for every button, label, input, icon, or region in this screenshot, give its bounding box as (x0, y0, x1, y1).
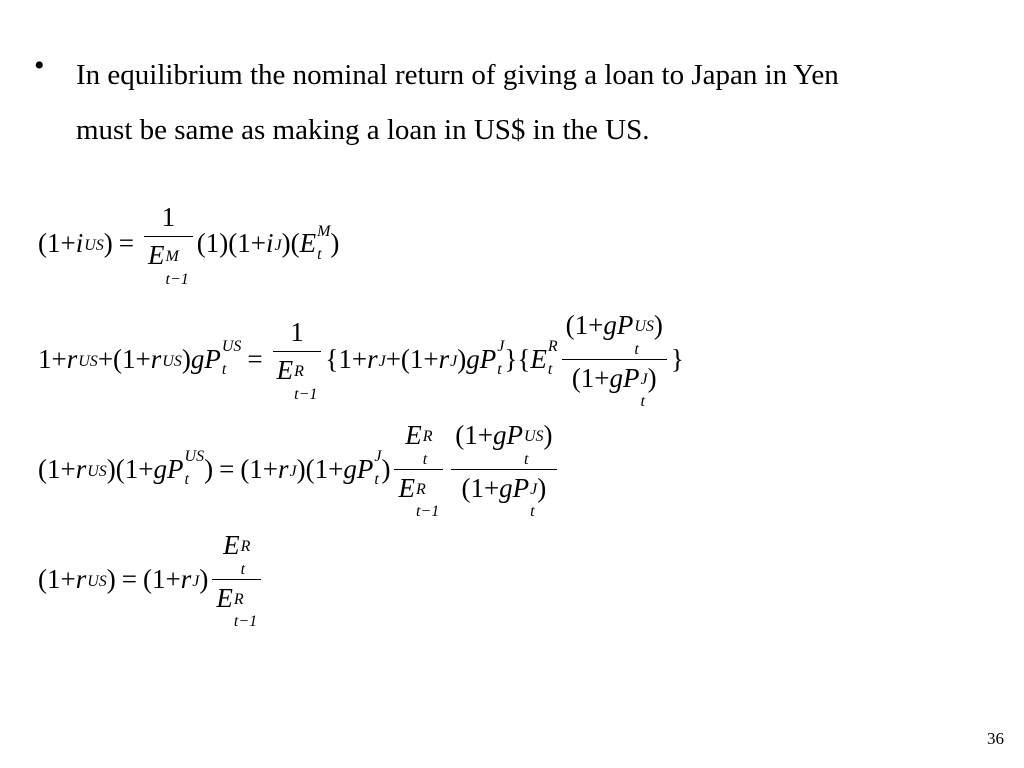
bullet-line-2: must be same as making a loan in US$ in the US. (76, 114, 650, 146)
bullet-icon: • (34, 49, 45, 82)
equation-3: (1+ r US )(1+ gP US t ) = (1+ r J )(1+ gP J t ) E R t E R t−1 (1+ gP US t ) (1+ gP J t ) (38, 420, 561, 518)
equation-1: (1+ i US ) = 1 E M t−1 (1)(1+ i J )( E M t ) (38, 202, 340, 288)
fraction: (1+ gP US t ) (1+ gP J t ) (562, 310, 667, 408)
fraction: 1 E R t−1 (273, 317, 322, 401)
page-number: 36 (987, 729, 1004, 748)
fraction: E R t E R t−1 (212, 530, 261, 628)
equation-4: (1+ r US ) = (1+ r J ) E R t E R t−1 (38, 530, 265, 628)
bullet-text (76, 48, 839, 158)
fraction: (1+ gP US t ) (1+ gP J t ) (451, 420, 556, 518)
fraction: E R t E R t−1 (394, 420, 443, 518)
bullet-line-1: In equilibrium the nominal return of giving a loan to Japan in Yen (76, 59, 839, 91)
equation-2: 1+ r US +(1+ r US ) gP US t = 1 E R t−1 {1+ r J +(1+ r J ) gP J t }{ E R t (1+ gP US t ) (1+ gP J t ) } (38, 310, 684, 411)
fraction: 1 E M t−1 (144, 202, 193, 286)
